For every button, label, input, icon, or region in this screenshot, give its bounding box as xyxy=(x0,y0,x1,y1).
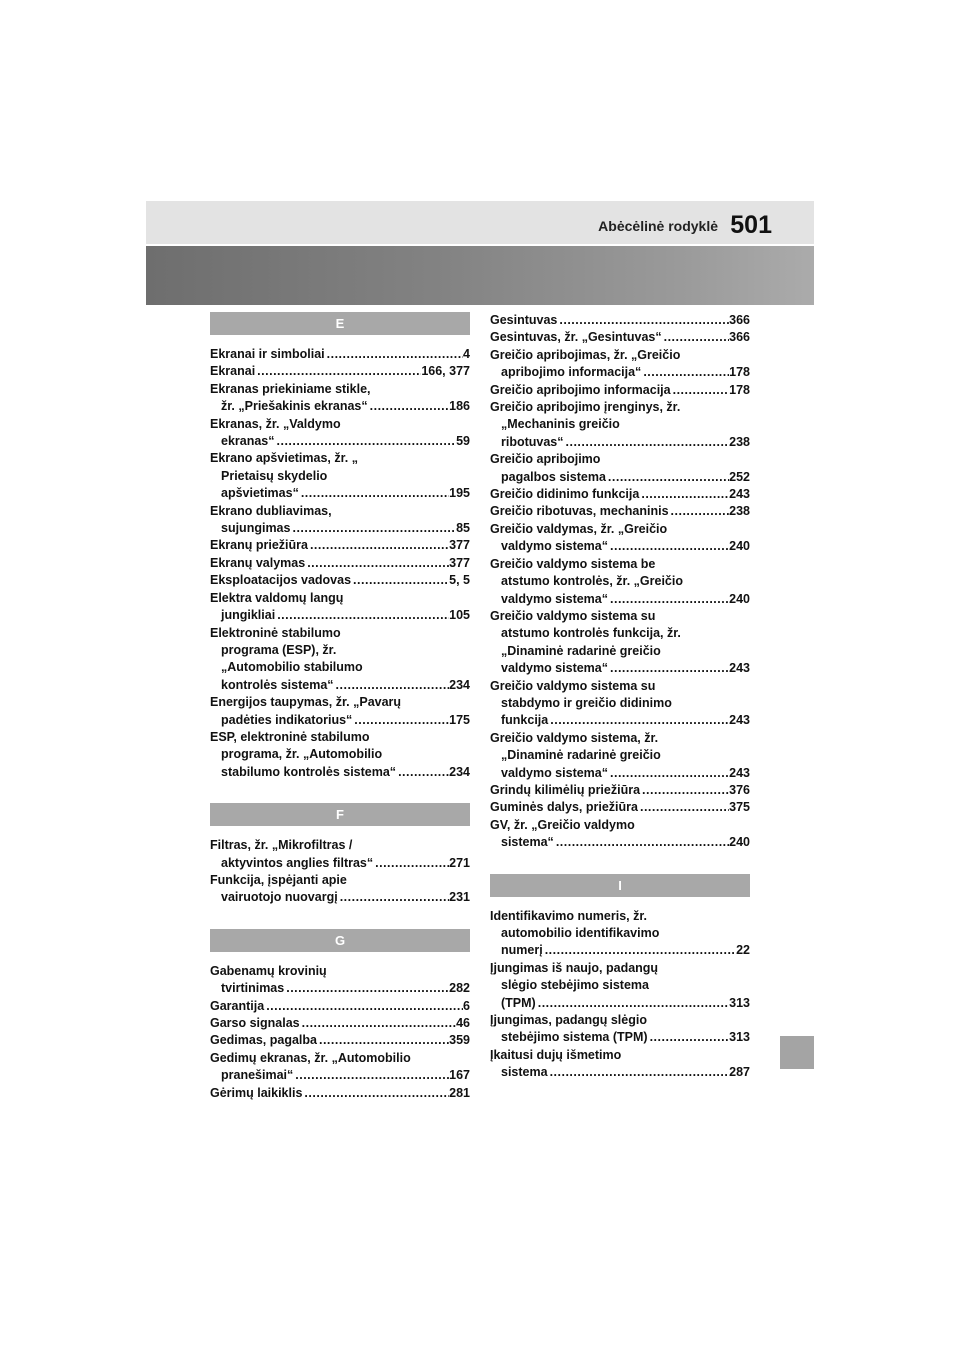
entry-line xyxy=(490,660,750,677)
entry-text: Ekrano apšvietimas, žr. „ xyxy=(210,451,358,466)
entry-text: tvirtinimas xyxy=(221,981,285,996)
entry-text: valdymo sistema“ xyxy=(501,765,608,780)
entry-line xyxy=(490,556,750,573)
entry-line xyxy=(490,730,750,747)
dot-leader xyxy=(606,469,729,486)
entry-line xyxy=(210,1015,470,1032)
entry-text: vairuotojo nuovargį xyxy=(221,890,338,905)
entry-text: Ekranas priekiniame stikle, xyxy=(210,381,371,396)
entry-page: 234 xyxy=(449,764,470,779)
entry-page: 287 xyxy=(729,1065,750,1080)
entry-page: 376 xyxy=(729,782,750,797)
dot-leader xyxy=(293,1067,449,1084)
dot-leader xyxy=(396,764,449,781)
entry-line xyxy=(210,963,470,980)
entry-line xyxy=(490,451,750,468)
dot-leader xyxy=(548,1064,730,1081)
entry-text: Greičio apribojimo informacija xyxy=(490,382,671,397)
letter-heading: F xyxy=(210,803,470,826)
entry-page: 4 xyxy=(463,347,470,361)
entry-line xyxy=(210,837,470,854)
entry-text: stebėjimo sistema (TPM) xyxy=(501,1030,648,1045)
entry-text: Greičio apribojimas, žr. „Greičio xyxy=(490,347,681,362)
entry-page: 22 xyxy=(736,943,750,958)
page-header xyxy=(146,201,814,244)
entry-line xyxy=(210,416,470,433)
entry-page: 186 xyxy=(449,399,470,414)
entry-line xyxy=(210,729,470,746)
entry-text: Prietaisų skydelio xyxy=(221,468,328,483)
entry-line xyxy=(490,977,750,994)
entry-page: 377 xyxy=(449,555,470,570)
dot-leader xyxy=(608,591,729,608)
entry-page: 281 xyxy=(449,1085,470,1100)
entry-text: valdymo sistema“ xyxy=(501,539,608,554)
entry-page: 243 xyxy=(729,661,750,676)
entry-text: jungikliai xyxy=(221,608,276,623)
entry-text: Greičio valdymas, žr. „Greičio xyxy=(490,521,668,536)
entry-page: 252 xyxy=(729,469,750,484)
index-entry xyxy=(490,730,750,782)
index-entry xyxy=(210,503,470,538)
entry-text: sistema xyxy=(501,1065,548,1080)
entry-page: 271 xyxy=(449,855,470,870)
entry-line xyxy=(490,712,750,729)
entry-line xyxy=(210,346,470,363)
entry-page: 195 xyxy=(449,486,470,501)
entry-text: programa, žr. „Automobilio xyxy=(221,747,383,762)
index-entry xyxy=(210,694,470,729)
entry-line xyxy=(490,747,750,764)
dot-leader xyxy=(299,485,449,502)
entry-page: 178 xyxy=(729,382,750,397)
entry-line xyxy=(490,347,750,364)
dot-leader xyxy=(669,503,730,520)
entry-line xyxy=(490,1012,750,1029)
entry-line xyxy=(210,572,470,589)
entry-text: Greičio valdymo sistema be xyxy=(490,556,656,571)
entry-text: apšvietimas“ xyxy=(221,486,299,501)
entry-line xyxy=(210,450,470,467)
dot-leader xyxy=(275,433,457,450)
entry-text: Energijos taupymas, žr. „Pavarų xyxy=(210,695,402,710)
index-entry xyxy=(210,1032,470,1049)
entry-line xyxy=(490,908,750,925)
entry-line xyxy=(490,486,750,503)
dot-leader xyxy=(275,607,449,624)
thumb-index-tab xyxy=(780,1036,814,1069)
entry-line xyxy=(210,889,470,906)
entry-text: padėties indikatorius“ xyxy=(221,712,353,727)
entry-line xyxy=(490,521,750,538)
entry-text: Greičio valdymo sistema, žr. xyxy=(490,730,659,745)
entry-line xyxy=(210,1067,470,1084)
entry-text: Ekranas, žr. „Valdymo xyxy=(210,416,341,431)
entry-text: Guminės dalys, priežiūra xyxy=(490,800,638,815)
entry-text: slėgio stebėjimo sistema xyxy=(501,978,649,993)
entry-page: 243 xyxy=(729,765,750,780)
index-entry xyxy=(210,625,470,695)
entry-line xyxy=(210,537,470,554)
entry-text: Garantija xyxy=(210,998,265,1013)
letter-heading: I xyxy=(490,874,750,897)
index-entry xyxy=(490,556,750,608)
index-entry xyxy=(210,729,470,781)
entry-line xyxy=(490,625,750,642)
entry-line xyxy=(490,469,750,486)
entry-page: 377 xyxy=(449,538,470,553)
section-gap xyxy=(210,781,470,803)
entry-line xyxy=(490,591,750,608)
decorative-band xyxy=(146,246,814,305)
entry-line xyxy=(210,642,470,659)
entry-line xyxy=(490,329,750,346)
entry-text: pranešimai“ xyxy=(221,1068,294,1083)
index-entry xyxy=(210,450,470,502)
entry-line xyxy=(490,834,750,851)
dot-leader xyxy=(305,555,449,572)
entry-text: Įkaitusi dujų išmetimo xyxy=(490,1047,622,1062)
entry-line xyxy=(210,1050,470,1067)
entry-line xyxy=(210,764,470,781)
entry-line xyxy=(490,312,750,329)
entry-page: 238 xyxy=(729,434,750,449)
index-column-right xyxy=(490,312,750,1082)
entry-line xyxy=(210,433,470,450)
entry-page: 166, 377 xyxy=(421,364,470,379)
dot-leader xyxy=(554,834,729,851)
entry-line xyxy=(210,520,470,537)
index-entry xyxy=(210,1015,470,1032)
entry-page: 167 xyxy=(449,1068,470,1083)
entry-line xyxy=(210,746,470,763)
entry-text: Identifikavimo numeris, žr. xyxy=(490,908,647,923)
entry-text: ESP, elektroninė stabilumo xyxy=(210,729,370,744)
index-entry xyxy=(490,486,750,503)
index-entry xyxy=(210,872,470,907)
index-entry xyxy=(210,963,470,998)
dot-leader xyxy=(373,855,449,872)
entry-page: 240 xyxy=(729,539,750,554)
entry-page: 231 xyxy=(449,890,470,905)
index-entry xyxy=(210,381,470,416)
entry-page: 234 xyxy=(449,677,470,692)
letter-heading: E xyxy=(210,312,470,335)
entry-text: Greičio ribotuvas, mechaninis xyxy=(490,504,669,519)
dot-leader xyxy=(290,520,456,537)
entry-text: Gedimas, pagalba xyxy=(210,1033,317,1048)
entry-line xyxy=(490,678,750,695)
dot-leader xyxy=(608,660,729,677)
entry-line xyxy=(490,399,750,416)
entry-line xyxy=(490,1029,750,1046)
entry-page: 105 xyxy=(449,608,470,623)
entry-line xyxy=(210,1085,470,1102)
entry-text: Gesintuvas, žr. „Gesintuvas“ xyxy=(490,330,662,345)
dot-leader xyxy=(325,346,463,363)
entry-text: sistema“ xyxy=(501,835,554,850)
entry-text: automobilio identifikavimo xyxy=(501,926,660,940)
section-gap xyxy=(490,852,750,874)
entry-line xyxy=(490,925,750,942)
entry-page: 313 xyxy=(729,995,750,1010)
entry-text: apribojimo informacija“ xyxy=(501,365,642,380)
entry-text: Gesintuvas xyxy=(490,313,558,327)
entry-text: Grindų kilimėlių priežiūra xyxy=(490,782,641,797)
dot-leader xyxy=(300,1015,456,1032)
entry-page: 175 xyxy=(449,712,470,727)
entry-line xyxy=(490,695,750,712)
entry-text: Eksploatacijos vadovas xyxy=(210,573,352,588)
section-title: Abėcėlinė rodyklė xyxy=(598,218,718,234)
entry-text: Elektra valdomų langų xyxy=(210,590,344,605)
entry-page: 243 xyxy=(729,713,750,728)
entry-line xyxy=(490,1064,750,1081)
entry-line xyxy=(210,659,470,676)
index-column-left xyxy=(210,312,470,1102)
entry-text: GV, žr. „Greičio valdymo xyxy=(490,817,635,832)
index-entry xyxy=(490,347,750,382)
entry-text: Greičio apribojimo įrenginys, žr. xyxy=(490,400,681,415)
entry-line xyxy=(490,434,750,451)
entry-line xyxy=(490,817,750,834)
dot-leader xyxy=(334,677,450,694)
index-entry xyxy=(490,782,750,799)
entry-line xyxy=(490,995,750,1012)
entry-text: „Automobilio stabilumo xyxy=(221,660,363,675)
entry-line xyxy=(210,1032,470,1049)
index-entry xyxy=(490,503,750,520)
entry-text: Gedimų ekranas, žr. „Automobilio xyxy=(210,1050,411,1065)
entry-page: 85 xyxy=(456,521,470,536)
index-entry xyxy=(210,416,470,451)
entry-line xyxy=(210,998,470,1015)
dot-leader xyxy=(536,995,729,1012)
index-entry xyxy=(210,1085,470,1102)
entry-text: stabdymo ir greičio didinimo xyxy=(501,695,672,710)
index-entry xyxy=(490,608,750,678)
entry-text: „Dinaminė radarinė greičio xyxy=(501,748,661,763)
entry-text: ekranas“ xyxy=(221,434,275,449)
index-entry xyxy=(490,678,750,730)
entry-line xyxy=(210,485,470,502)
entry-line xyxy=(210,468,470,485)
entry-text: Elektroninė stabilumo xyxy=(210,625,341,640)
entry-text: Ekranai xyxy=(210,364,256,379)
index-entry xyxy=(490,908,750,960)
index-entry xyxy=(210,555,470,572)
entry-line xyxy=(210,694,470,711)
entry-text: žr. „Priešakinis ekranas“ xyxy=(221,399,368,414)
dot-leader xyxy=(639,486,729,503)
index-entry xyxy=(490,382,750,399)
entry-text: Ekrano dubliavimas, xyxy=(210,503,332,518)
entry-line xyxy=(490,538,750,555)
entry-text: atstumo kontrolės funkcija, žr. xyxy=(501,626,681,641)
index-entry xyxy=(210,363,470,380)
entry-line xyxy=(210,363,470,380)
dot-leader xyxy=(564,434,730,451)
entry-page: 240 xyxy=(729,591,750,606)
entry-text: Filtras, žr. „Mikrofiltras / xyxy=(210,838,353,853)
entry-text: ribotuvas“ xyxy=(501,434,564,449)
entry-text: Greičio apribojimo xyxy=(490,452,601,467)
dot-leader xyxy=(557,312,729,329)
dot-leader xyxy=(338,889,449,906)
index-entry xyxy=(210,1050,470,1085)
dot-leader xyxy=(543,942,736,959)
dot-leader xyxy=(317,1032,449,1049)
index-entry xyxy=(210,537,470,554)
entry-text: kontrolės sistema“ xyxy=(221,677,334,692)
entry-text: Ekranų valymas xyxy=(210,555,306,570)
entry-text: Gėrimų laikiklis xyxy=(210,1085,303,1100)
entry-line xyxy=(210,625,470,642)
entry-line xyxy=(490,608,750,625)
entry-line xyxy=(490,643,750,660)
entry-text: programa (ESP), žr. xyxy=(221,642,337,657)
entry-line xyxy=(490,503,750,520)
entry-text: (TPM) xyxy=(501,995,536,1010)
index-entry xyxy=(210,346,470,363)
entry-text: Ekranų priežiūra xyxy=(210,538,308,553)
entry-line xyxy=(490,942,750,959)
entry-text: Įjungimas, padangų slėgio xyxy=(490,1013,647,1028)
entry-page: 243 xyxy=(729,487,750,502)
entry-text: Gabenamų krovinių xyxy=(210,963,327,978)
entry-text: sujungimas xyxy=(221,521,291,536)
dot-leader xyxy=(608,765,729,782)
index-entry xyxy=(490,1012,750,1047)
index-entry xyxy=(490,1047,750,1082)
entry-text: Greičio valdymo sistema su xyxy=(490,608,656,623)
entry-page: 366 xyxy=(729,330,750,345)
entry-line xyxy=(490,782,750,799)
entry-text: pagalbos sistema xyxy=(501,469,606,484)
entry-page: 240 xyxy=(729,835,750,850)
dot-leader xyxy=(671,382,730,399)
section-gap xyxy=(210,907,470,929)
entry-line xyxy=(210,398,470,415)
entry-line xyxy=(490,799,750,816)
entry-line xyxy=(210,503,470,520)
dot-leader xyxy=(648,1029,730,1046)
entry-page: 313 xyxy=(729,1030,750,1045)
entry-page: 5, 5 xyxy=(449,573,470,588)
entry-line xyxy=(210,872,470,889)
entry-text: Garso signalas xyxy=(210,1016,300,1030)
entry-text: valdymo sistema“ xyxy=(501,591,608,606)
dot-leader xyxy=(638,799,729,816)
entry-line xyxy=(210,607,470,624)
entry-line xyxy=(490,573,750,590)
entry-line xyxy=(490,416,750,433)
index-entry xyxy=(490,960,750,1012)
entry-line xyxy=(490,960,750,977)
entry-page: 59 xyxy=(456,434,470,449)
letter-heading: G xyxy=(210,929,470,952)
index-entry xyxy=(210,998,470,1015)
index-entry xyxy=(490,817,750,852)
dot-leader xyxy=(352,712,449,729)
dot-leader xyxy=(548,712,729,729)
dot-leader xyxy=(640,782,729,799)
entry-text: Funkcija, įspėjanti apie xyxy=(210,872,347,887)
entry-line xyxy=(210,381,470,398)
entry-text: Greičio didinimo funkcija xyxy=(490,487,640,502)
entry-text: „Mechaninis greičio xyxy=(501,417,620,432)
entry-text: Įjungimas iš naujo, padangų xyxy=(490,960,659,975)
index-entry xyxy=(490,799,750,816)
entry-page: 178 xyxy=(729,365,750,380)
dot-leader xyxy=(641,364,729,381)
dot-leader xyxy=(308,537,449,554)
entry-page: 375 xyxy=(729,800,750,815)
entry-text: stabilumo kontrolės sistema“ xyxy=(221,764,397,779)
entry-page: 366 xyxy=(729,313,750,327)
dot-leader xyxy=(255,363,421,380)
entry-text: Greičio valdymo sistema su xyxy=(490,678,656,693)
index-entry xyxy=(490,312,750,329)
entry-line xyxy=(490,1047,750,1064)
entry-line xyxy=(210,590,470,607)
entry-line xyxy=(210,677,470,694)
index-entry xyxy=(210,572,470,589)
entry-text: funkcija xyxy=(501,713,549,728)
dot-leader xyxy=(368,398,450,415)
entry-text: numerį xyxy=(501,943,543,958)
entry-line xyxy=(210,980,470,997)
entry-line xyxy=(210,855,470,872)
entry-text: „Dinaminė radarinė greičio xyxy=(501,643,661,658)
entry-page: 46 xyxy=(456,1016,470,1030)
index-entry xyxy=(210,590,470,625)
entry-page: 238 xyxy=(729,504,750,519)
page-number: 501 xyxy=(730,211,772,239)
index-entry xyxy=(490,399,750,451)
entry-line xyxy=(490,364,750,381)
entry-text: valdymo sistema“ xyxy=(501,661,608,676)
index-entry xyxy=(490,329,750,346)
dot-leader xyxy=(662,329,730,346)
entry-text: Ekranai ir simboliai xyxy=(210,347,325,361)
entry-line xyxy=(210,555,470,572)
dot-leader xyxy=(264,998,463,1015)
entry-line xyxy=(490,382,750,399)
index-entry xyxy=(490,521,750,556)
entry-line xyxy=(490,765,750,782)
dot-leader xyxy=(284,980,449,997)
entry-page: 6 xyxy=(463,998,470,1013)
entry-page: 282 xyxy=(449,981,470,996)
dot-leader xyxy=(302,1085,449,1102)
entry-page: 359 xyxy=(449,1033,470,1048)
entry-text: atstumo kontrolės, žr. „Greičio xyxy=(501,574,683,589)
entry-text: aktyvintos anglies filtras“ xyxy=(221,855,374,870)
index-entry xyxy=(210,837,470,872)
dot-leader xyxy=(608,538,729,555)
index-entry xyxy=(490,451,750,486)
entry-line xyxy=(210,712,470,729)
dot-leader xyxy=(351,572,449,589)
